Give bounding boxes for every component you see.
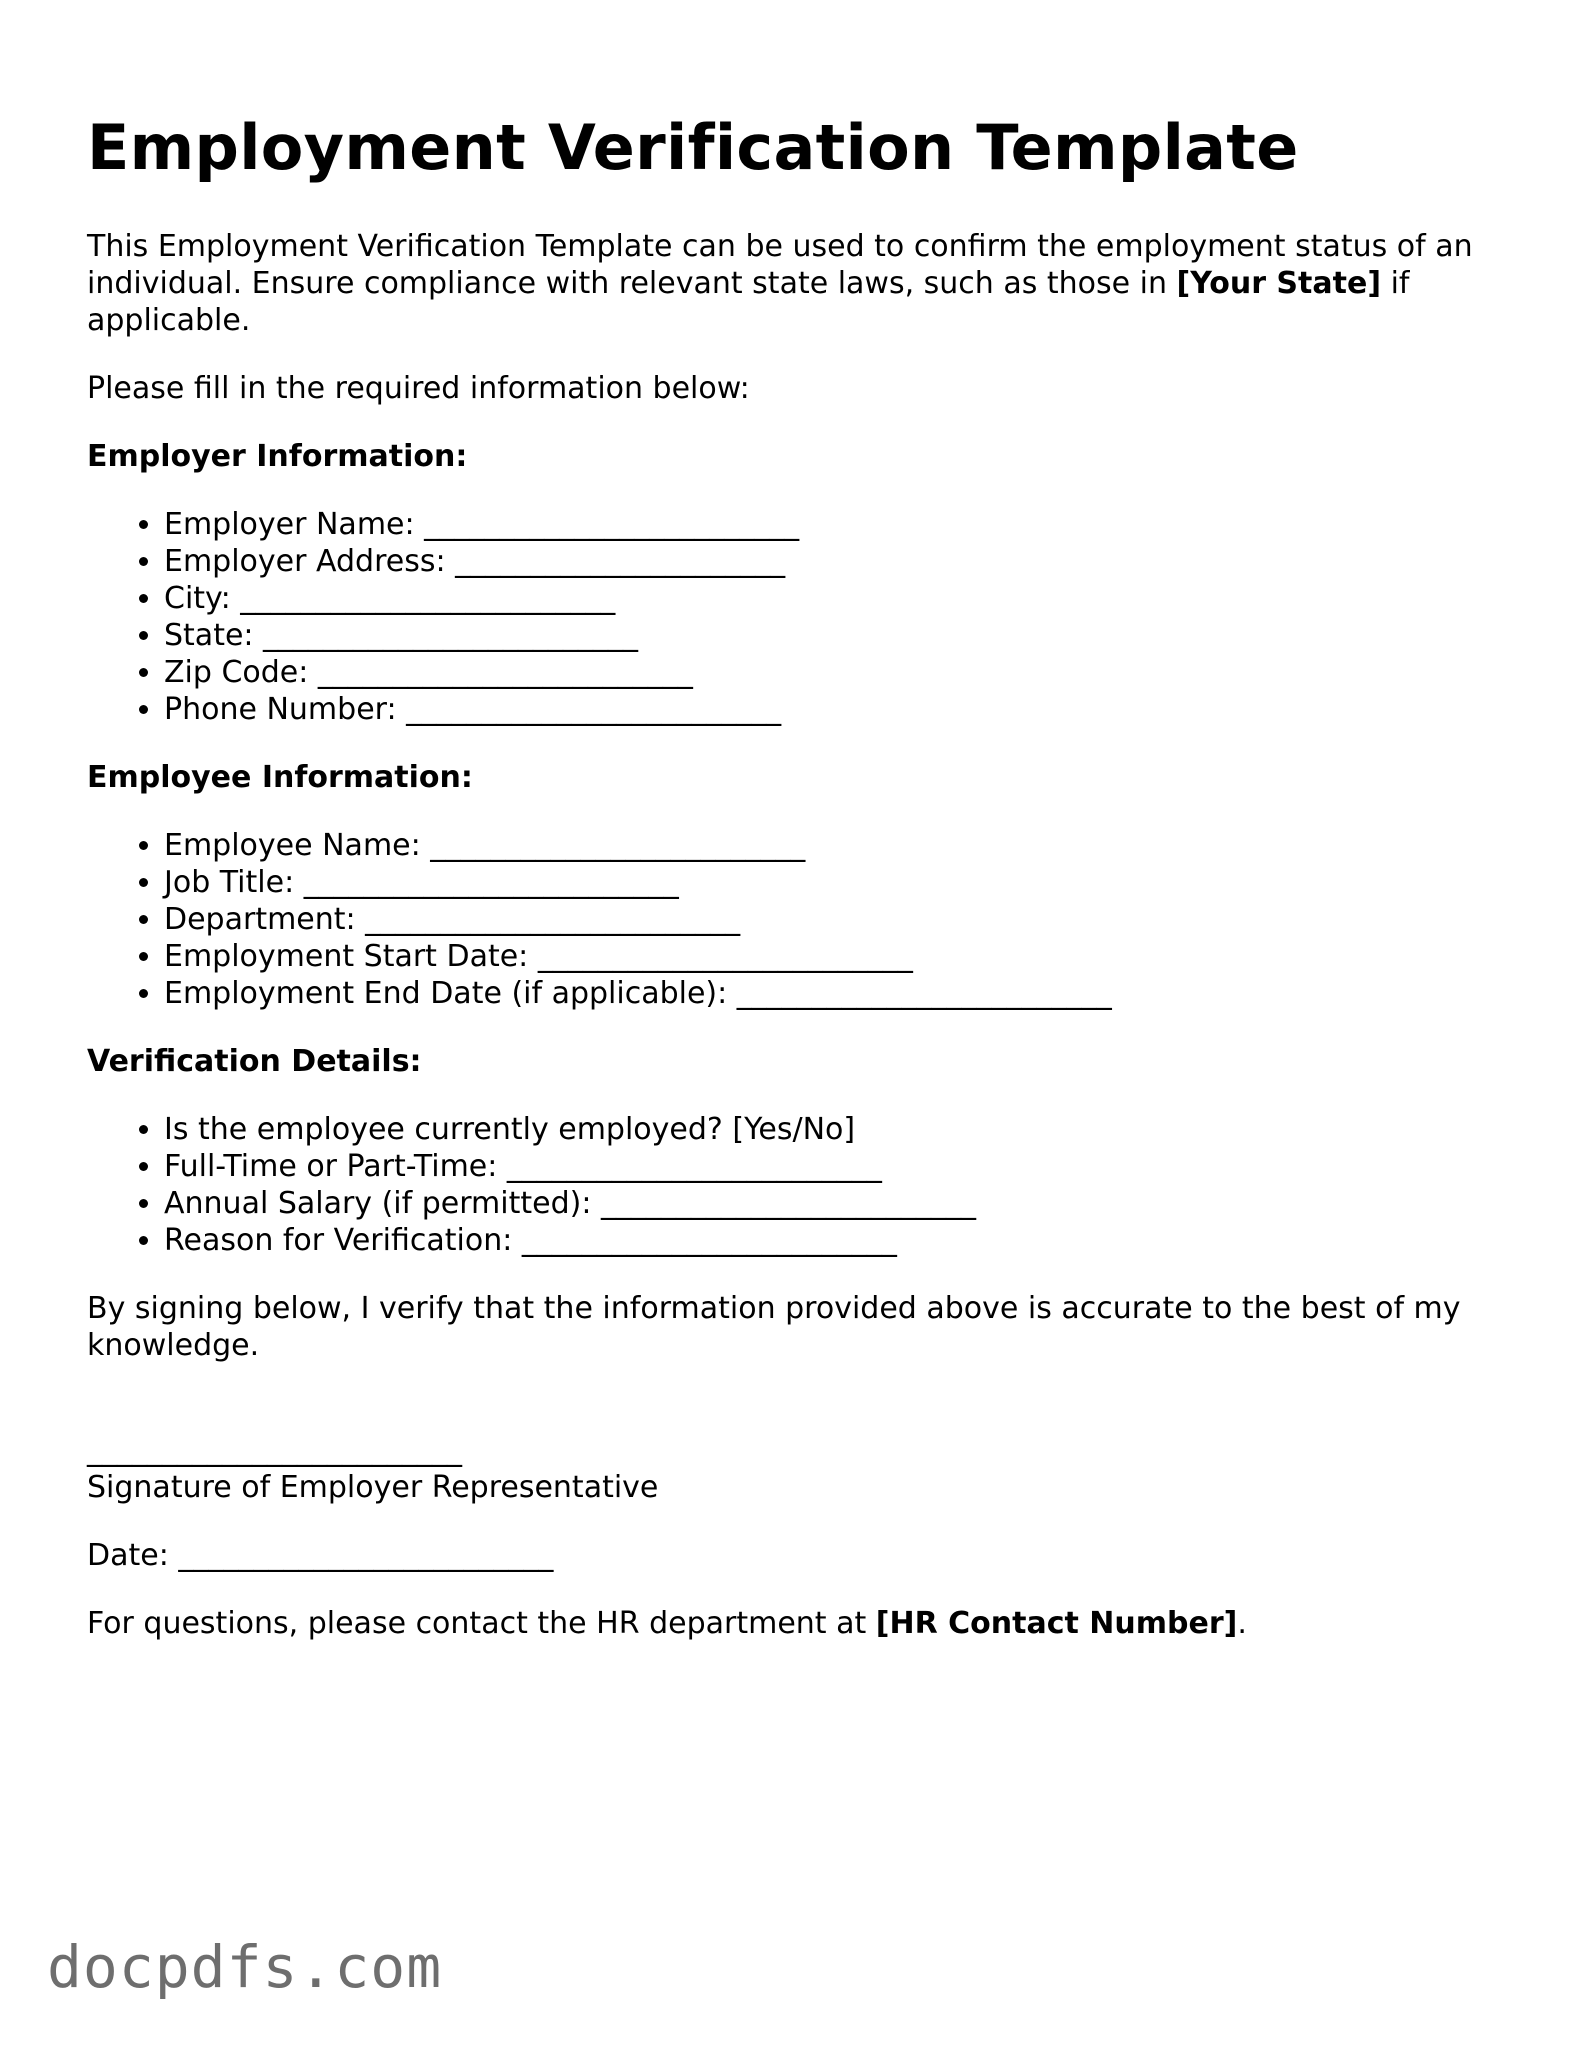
verification-list	[87, 1111, 1507, 1259]
employee-name-field: • Employee Name: _________________________	[164, 827, 1507, 864]
watermark-logo: docpdfs.com	[47, 1933, 443, 2001]
employer-name-field: • Employer Name: _________________________	[164, 506, 1507, 543]
annual-salary-field: • Annual Salary (if permitted): _________________________	[164, 1185, 1507, 1222]
employer-zip-field: • Zip Code: _________________________	[164, 654, 1507, 691]
employer-phone-field: • Phone Number: _________________________	[164, 691, 1507, 728]
contact-text-after: .	[1237, 1606, 1247, 1641]
signature-line: _________________________	[87, 1433, 462, 1468]
signature-spacer	[87, 1395, 1507, 1432]
intro-text-before: This Employment Verification Template can be used to confirm the employment status of an individual. Ensure compliance with relevant state laws, such as those in	[87, 229, 1473, 301]
state-placeholder: [Your State]	[1176, 266, 1382, 301]
signature-label: Signature of Employer Representative	[87, 1470, 659, 1505]
contact-paragraph	[87, 1605, 1507, 1642]
employee-heading: Employee Information:	[87, 760, 473, 795]
date-field: Date: _________________________	[87, 1538, 554, 1573]
employment-type-field: • Full-Time or Part-Time: _________________________	[164, 1148, 1507, 1185]
intro-text-after: if applicable.	[87, 266, 1410, 338]
attestation-text: By signing below, I verify that the information provided above is accurate to the best of my knowledge.	[87, 1291, 1461, 1363]
document-title: Employment Verification Template	[87, 111, 1299, 184]
employer-address-field: • Employer Address: ______________________	[164, 543, 1507, 580]
contact-text-before: For questions, please contact the HR department at	[87, 1606, 876, 1641]
employer-city-field: • City: _________________________	[164, 580, 1507, 617]
employer-state-field: • State: _________________________	[164, 617, 1507, 654]
document-page	[87, 108, 1507, 1673]
intro-paragraph	[87, 228, 1507, 339]
currently-employed-field: • Is the employee currently employed? [Yes/No]	[164, 1111, 1507, 1148]
instruction-text: Please fill in the required information below:	[87, 371, 750, 406]
verification-heading: Verification Details:	[87, 1044, 422, 1079]
department-field: • Department: _________________________	[164, 901, 1507, 938]
employer-list	[87, 506, 1507, 728]
start-date-field: • Employment Start Date: _________________________	[164, 938, 1507, 975]
job-title-field: • Job Title: _________________________	[164, 864, 1507, 901]
employee-list	[87, 827, 1507, 1012]
end-date-field: • Employment End Date (if applicable): _________________________	[164, 975, 1507, 1012]
hr-contact-placeholder: [HR Contact Number]	[875, 1606, 1238, 1641]
employer-heading: Employer Information:	[87, 439, 468, 474]
verification-reason-field: • Reason for Verification: _________________________	[164, 1222, 1507, 1259]
